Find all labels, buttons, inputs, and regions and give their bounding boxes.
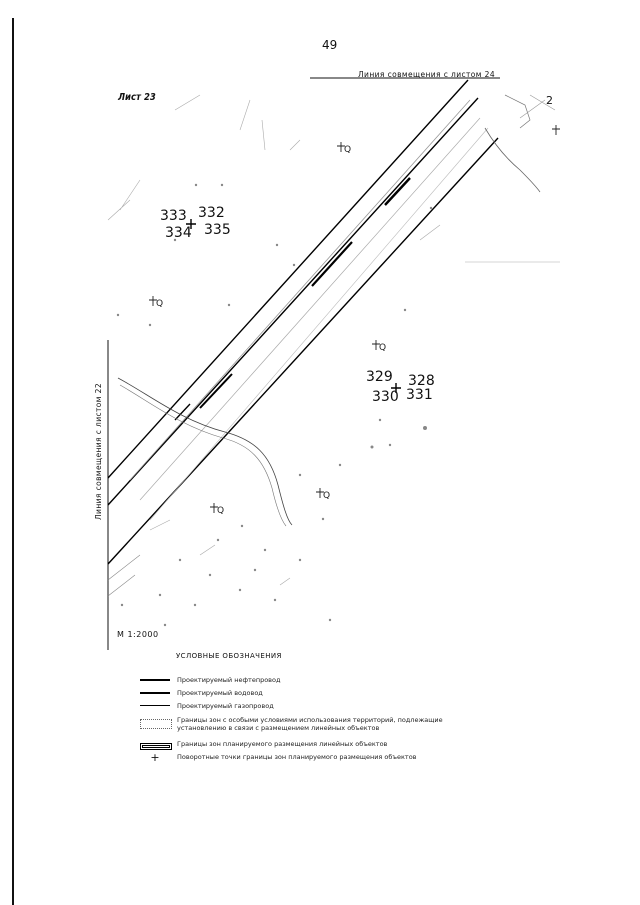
corridor-boundary-1 [108,80,468,478]
page-number: 49 [322,38,338,52]
road-curve [108,555,140,596]
corridor-inner-1 [130,100,470,480]
legend-item-gas-pipeline [140,702,440,716]
legend-item-turning-points [140,753,440,767]
bold-line-symbol [140,679,170,681]
terrain-hatching [108,95,560,585]
legend-text: Поворотные точки границы зон планируемого размещения объектов [177,753,417,761]
point-label: 335 [204,222,231,238]
corridor-boundary-3 [108,138,498,564]
point-label: 331 [406,387,433,403]
corridor-inner-3 [150,128,488,520]
point-label: 328 [408,373,435,389]
point-label: 332 [198,205,225,221]
dotted-box-symbol [140,719,172,729]
legend-item-placement-zones [140,740,440,754]
thin-line-symbol [140,705,170,706]
point-label: 333 [160,208,187,224]
road-curve [485,128,540,192]
double-box-symbol [140,743,172,750]
corner-number: 2 [546,94,553,107]
svg-text:Q: Q [217,506,225,516]
corridor-boundary-2 [108,98,478,505]
svg-text:Q: Q [323,491,331,501]
legend-text: Границы зон планируемого размещения линейных объектов [177,740,388,748]
road-curve [118,378,292,525]
legend-item-water-pipeline [140,689,440,703]
point-label: 334 [165,225,192,241]
tree-letters [156,145,386,516]
turning-point-crosses [186,219,401,393]
corridor-inner-2 [140,118,480,500]
legend-item-oil-pipeline [140,676,440,690]
pipeline-segment [312,242,352,286]
svg-text:Q: Q [344,145,352,155]
legend-item-special-zones [140,716,443,738]
pipeline-segment [200,374,232,408]
scale-label: М 1:2000 [117,630,159,639]
match-line-left-label: Линия совмещения с листом 22 [94,383,103,520]
road-curve [505,95,530,128]
svg-text:Q: Q [379,343,387,353]
match-line-top-label: Линия совмещения с листом 24 [358,70,495,79]
svg-text:Q: Q [156,299,164,309]
legend-title: УСЛОВНЫЕ ОБОЗНАЧЕНИЯ [176,652,282,660]
point-label: 329 [366,369,393,385]
sheet-label: Лист 23 [118,92,156,103]
legend-text: Проектируемый газопровод [177,702,274,710]
tree-symbols [149,125,560,513]
legend-text: Границы зон с особыми условиями использования территорий, подлежащие установлению в связи с размещением линейных объектов [177,716,443,732]
bold-line-symbol [140,692,170,694]
legend-text: Проектируемый водовод [177,689,263,697]
legend-text: Проектируемый нефтепровод [177,676,281,684]
point-label: 330 [372,389,399,405]
cross-symbol-icon: + [150,751,160,764]
